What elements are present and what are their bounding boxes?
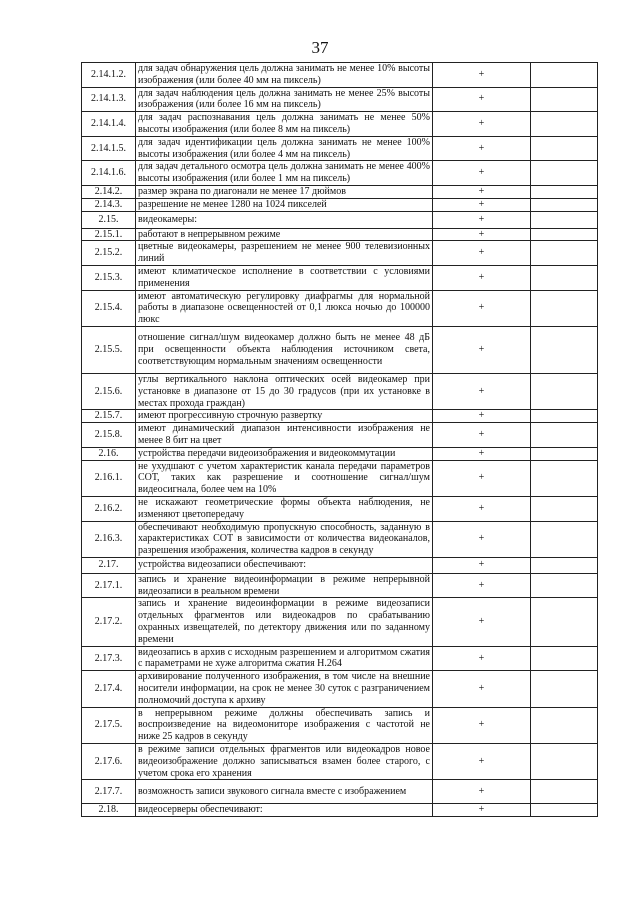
row-number: 2.14.1.2. (82, 63, 136, 88)
empty-cell (531, 87, 598, 112)
requirement-text: имеют автоматическую регулировку диафрагмы для нормальной работы в диапазоне освещенностей от 0,1 люкса ночью до 100000 люкс (136, 290, 433, 326)
row-number: 2.17.3. (82, 646, 136, 671)
compliance-mark: + (433, 112, 531, 137)
row-number: 2.16.2. (82, 496, 136, 521)
table-row (82, 185, 598, 198)
empty-cell (531, 326, 598, 373)
empty-cell (531, 557, 598, 573)
requirement-text: имеют прогрессивную строчную развертку (136, 410, 433, 423)
row-number: 2.16.1. (82, 460, 136, 496)
requirements-table (81, 62, 598, 817)
table-row (82, 496, 598, 521)
compliance-mark: + (433, 185, 531, 198)
table-row (82, 198, 598, 211)
empty-cell (531, 521, 598, 557)
table-row (82, 460, 598, 496)
row-number: 2.17.1. (82, 573, 136, 598)
compliance-mark: + (433, 410, 531, 423)
compliance-mark: + (433, 804, 531, 817)
row-number: 2.16. (82, 447, 136, 460)
compliance-mark: + (433, 265, 531, 290)
table-row (82, 87, 598, 112)
row-number: 2.17.2. (82, 598, 136, 646)
empty-cell (531, 460, 598, 496)
page-number: 37 (311, 38, 329, 57)
empty-cell (531, 671, 598, 707)
requirement-text: работают в непрерывном режиме (136, 228, 433, 241)
compliance-mark: + (433, 573, 531, 598)
empty-cell (531, 573, 598, 598)
row-number: 2.15.8. (82, 423, 136, 448)
compliance-mark: + (433, 744, 531, 780)
table-row (82, 373, 598, 409)
empty-cell (531, 598, 598, 646)
empty-cell (531, 185, 598, 198)
empty-cell (531, 447, 598, 460)
compliance-mark: + (433, 780, 531, 804)
requirement-text: устройства видеозаписи обеспечивают: (136, 557, 433, 573)
row-number: 2.14.1.6. (82, 161, 136, 186)
table-row (82, 136, 598, 161)
row-number: 2.15.5. (82, 326, 136, 373)
empty-cell (531, 228, 598, 241)
row-number: 2.15.4. (82, 290, 136, 326)
compliance-mark: + (433, 161, 531, 186)
requirement-text: для задач идентификации цель должна занимать не менее 100% высоты изображения (или более 4 мм на пиксель) (136, 136, 433, 161)
requirement-text: устройства передачи видеоизображения и видеокоммутации (136, 447, 433, 460)
empty-cell (531, 423, 598, 448)
compliance-mark: + (433, 598, 531, 646)
row-number: 2.14.2. (82, 185, 136, 198)
table-row (82, 573, 598, 598)
requirement-text: для задач наблюдения цель должна занимать не менее 25% высоты изображения (или более 16 мм на пиксель) (136, 87, 433, 112)
empty-cell (531, 410, 598, 423)
requirement-text: размер экрана по диагонали не менее 17 дюймов (136, 185, 433, 198)
compliance-mark: + (433, 198, 531, 211)
empty-cell (531, 63, 598, 88)
compliance-mark: + (433, 447, 531, 460)
requirement-text: видеосерверы обеспечивают: (136, 804, 433, 817)
table-row (82, 521, 598, 557)
empty-cell (531, 211, 598, 228)
table-row (82, 707, 598, 743)
row-number: 2.15.3. (82, 265, 136, 290)
requirement-text: запись и хранение видеоинформации в режиме видеозаписи отдельных фрагментов или видеокадров по срабатыванию охранных извещателей, по детектору движения или по заданному времени (136, 598, 433, 646)
requirement-text: разрешение не менее 1280 на 1024 пикселей (136, 198, 433, 211)
empty-cell (531, 496, 598, 521)
empty-cell (531, 804, 598, 817)
row-number: 2.15.6. (82, 373, 136, 409)
row-number: 2.14.1.4. (82, 112, 136, 137)
row-number: 2.15. (82, 211, 136, 228)
requirement-text: цветные видеокамеры, разрешением не менее 900 телевизионных линий (136, 241, 433, 266)
requirement-text: углы вертикального наклона оптических осей видеокамер при установке в диапазоне от 15 до 30 градусов (при их установке в местах прохода граждан) (136, 373, 433, 409)
requirement-text: для задач детального осмотра цель должна занимать не менее 400% высоты изображения (или более 1 мм на пиксель) (136, 161, 433, 186)
requirement-text: запись и хранение видеоинформации в режиме непрерывной видеозаписи в реальном времени (136, 573, 433, 598)
row-number: 2.15.7. (82, 410, 136, 423)
row-number: 2.17. (82, 557, 136, 573)
row-number: 2.15.1. (82, 228, 136, 241)
compliance-mark: + (433, 496, 531, 521)
table-row (82, 241, 598, 266)
compliance-mark: + (433, 63, 531, 88)
empty-cell (531, 707, 598, 743)
requirement-text: не ухудшают с учетом характеристик канала передачи параметров СОТ, таких как разрешение и соотношение сигнал/шум видеосигнала, более чем на 10% (136, 460, 433, 496)
requirement-text: не искажают геометрические формы объекта наблюдения, не изменяют цветопередачу (136, 496, 433, 521)
row-number: 2.17.5. (82, 707, 136, 743)
empty-cell (531, 241, 598, 266)
requirement-text: видеозапись в архив с исходным разрешением и алгоритмом сжатия с параметрами не хуже алгоритма сжатия H.264 (136, 646, 433, 671)
row-number: 2.17.6. (82, 744, 136, 780)
row-number: 2.16.3. (82, 521, 136, 557)
row-number: 2.17.7. (82, 780, 136, 804)
requirement-text: обеспечивают необходимую пропускную способность, заданную в характеристиках СОТ в зависимости от количества видеоканалов, разрешения изображения, количества кадров в секунду (136, 521, 433, 557)
compliance-mark: + (433, 136, 531, 161)
compliance-mark: + (433, 241, 531, 266)
compliance-mark: + (433, 557, 531, 573)
row-number: 2.17.4. (82, 671, 136, 707)
compliance-mark: + (433, 326, 531, 373)
compliance-mark: + (433, 460, 531, 496)
row-number: 2.15.2. (82, 241, 136, 266)
compliance-mark: + (433, 228, 531, 241)
empty-cell (531, 136, 598, 161)
compliance-mark: + (433, 646, 531, 671)
empty-cell (531, 744, 598, 780)
table-row (82, 228, 598, 241)
table-row (82, 447, 598, 460)
compliance-mark: + (433, 707, 531, 743)
requirement-text: имеют динамический диапазон интенсивности изображения не менее 8 бит на цвет (136, 423, 433, 448)
compliance-mark: + (433, 373, 531, 409)
compliance-mark: + (433, 211, 531, 228)
compliance-mark: + (433, 87, 531, 112)
empty-cell (531, 290, 598, 326)
table-row (82, 780, 598, 804)
empty-cell (531, 265, 598, 290)
table-row (82, 265, 598, 290)
table-row (82, 290, 598, 326)
empty-cell (531, 161, 598, 186)
requirement-text: имеют климатическое исполнение в соответствии с условиями применения (136, 265, 433, 290)
compliance-mark: + (433, 671, 531, 707)
table-row (82, 646, 598, 671)
table-row (82, 112, 598, 137)
table-row (82, 211, 598, 228)
compliance-mark: + (433, 423, 531, 448)
table-row (82, 326, 598, 373)
row-number: 2.14.3. (82, 198, 136, 211)
table-row (82, 410, 598, 423)
row-number: 2.14.1.3. (82, 87, 136, 112)
table-row (82, 671, 598, 707)
table-row (82, 161, 598, 186)
row-number: 2.14.1.5. (82, 136, 136, 161)
requirement-text: видеокамеры: (136, 211, 433, 228)
empty-cell (531, 646, 598, 671)
table-row (82, 63, 598, 88)
requirement-text: архивирование полученного изображения, в том числе на внешние носители информации, на срок не менее 30 суток с разграничением полномочий доступа к архиву (136, 671, 433, 707)
requirement-text: в режиме записи отдельных фрагментов или видеокадров новое видеоизображение должно записываться взамен более старого, с учетом срока его хранения (136, 744, 433, 780)
empty-cell (531, 373, 598, 409)
table-row (82, 598, 598, 646)
requirement-text: в непрерывном режиме должны обеспечивать запись и воспроизведение на видеомониторе изображения с частотой не ниже 25 кадров в секунду (136, 707, 433, 743)
table-row (82, 423, 598, 448)
compliance-mark: + (433, 290, 531, 326)
requirement-text: возможность записи звукового сигнала вместе с изображением (136, 780, 433, 804)
table-row (82, 557, 598, 573)
table-row (82, 804, 598, 817)
row-number: 2.18. (82, 804, 136, 817)
requirement-text: отношение сигнал/шум видеокамер должно быть не менее 48 дБ при освещенности объекта наблюдения источником света, соответствующим нормальным значениям освещенности (136, 326, 433, 373)
empty-cell (531, 112, 598, 137)
empty-cell (531, 198, 598, 211)
compliance-mark: + (433, 521, 531, 557)
requirement-text: для задач распознавания цель должна занимать не менее 50% высоты изображения (или более 8 мм на пиксель) (136, 112, 433, 137)
empty-cell (531, 780, 598, 804)
requirement-text: для задач обнаружения цель должна занимать не менее 10% высоты изображения (или более 40 мм на пиксель) (136, 63, 433, 88)
table-row (82, 744, 598, 780)
